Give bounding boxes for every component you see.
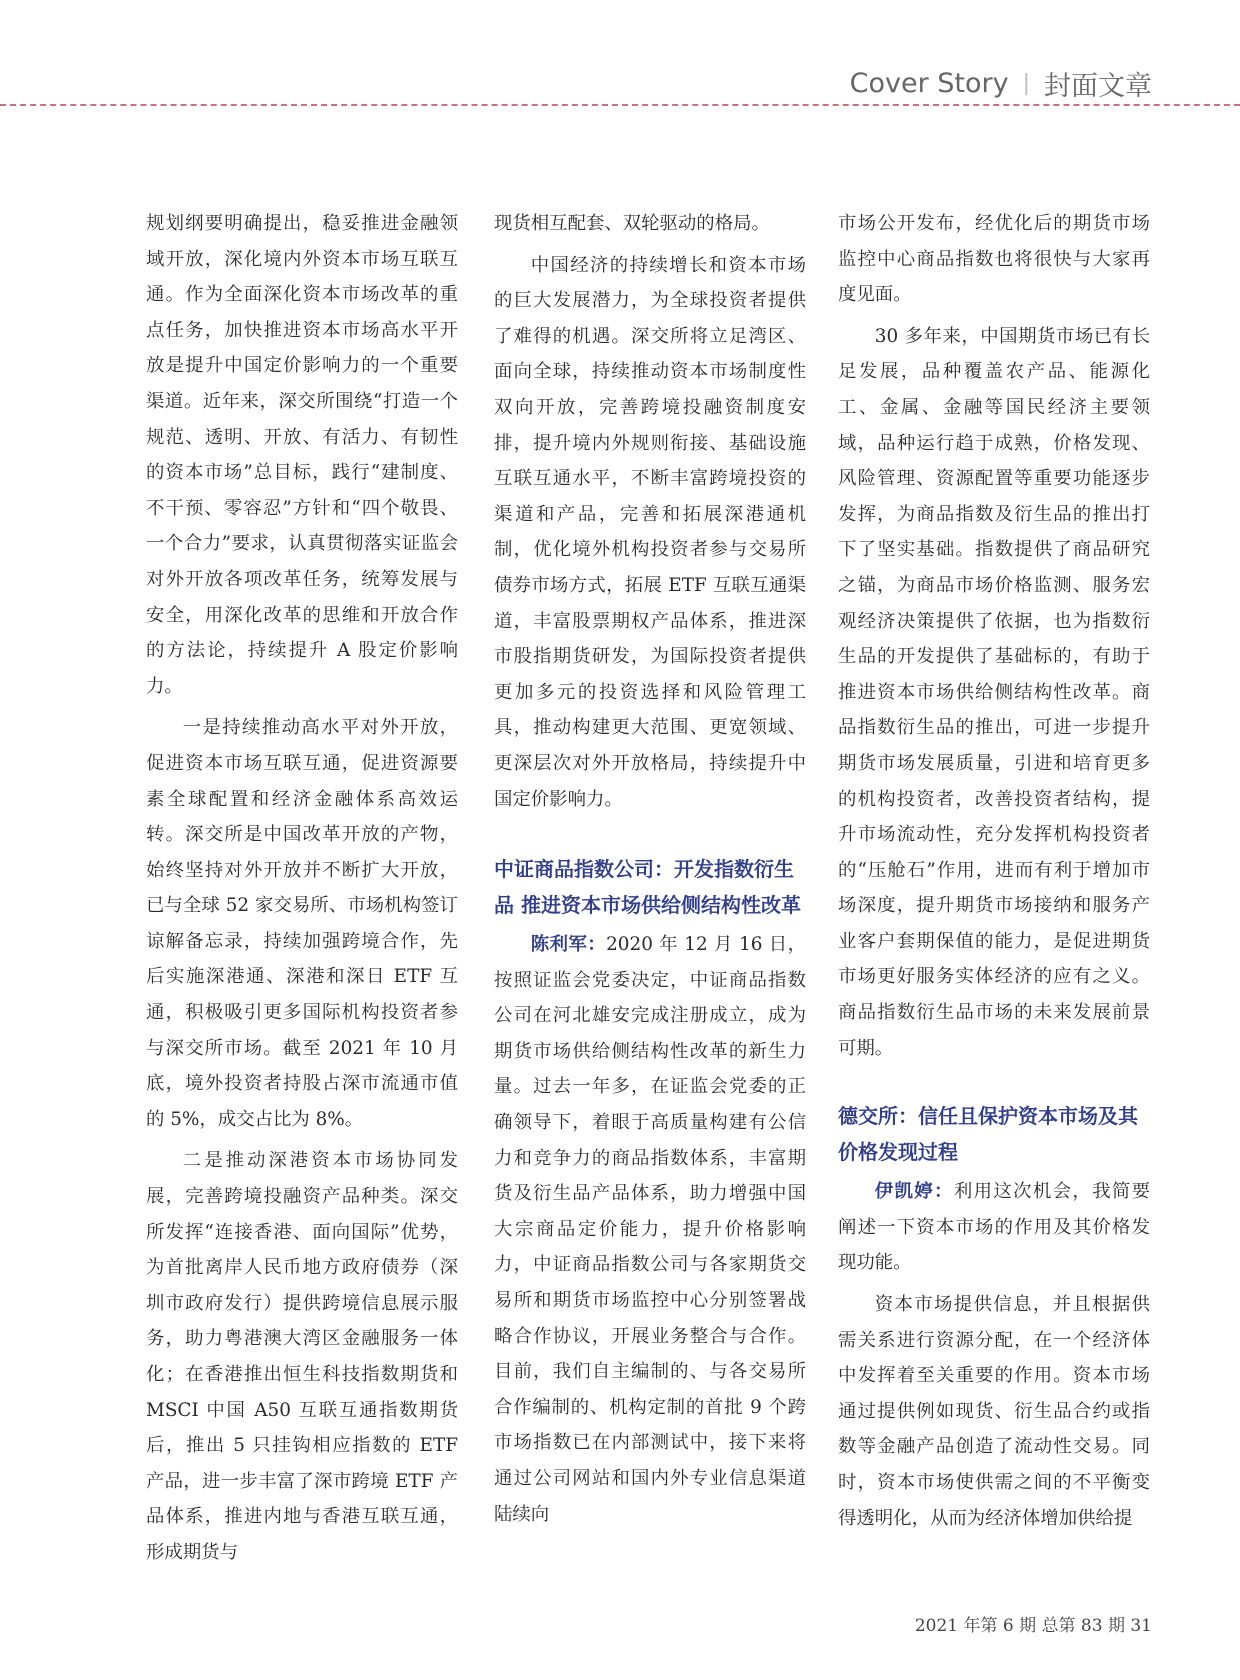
col2-paragraph-2: 中国经济的持续增长和资本市场的巨大发展潜力，为全球投资者提供了难得的机遇。深交所将立足湾区、面向全球，持续推动资本市场制度性双向开放，完善跨境投融资制度安排，提升境内外规则衔接、基础设施互联互通水平，不断丰富跨境投资的渠道和产品，完善和拓展深港通机制，优化境外机构投资者参与交易所债券市场方式，拓展 ETF 互联互通渠道，丰富股票期权产品体系，推进深市股指期货研发，为国际投资者提供更加多元的投资选择和风险管理工具，推动构建更大范围、更宽领域、更深层次对外开放格局，持续提升中国定价影响力。	[494, 254, 806, 810]
column-3	[838, 206, 1150, 1542]
running-header	[850, 64, 1152, 103]
col3-paragraph-1: 市场公开发布，经优化后的期货市场监控中心商品指数也将很快与大家再度见面。	[838, 213, 1150, 306]
col3-paragraph-4: 资本市场提供信息，并且根据供需关系进行资源分配，在一个经济体中发挥着至关重要的作用。资本市场通过提供例如现货、衍生品合约或指数等金融产品创造了流动性交易。同时，资本市场使供需之间的不平衡变得透明化，从而为经济体增加供给提	[838, 1294, 1150, 1529]
header-en: Cover Story	[849, 68, 1009, 99]
col1-paragraph-1: 规划纲要明确提出，稳妥推进金融领域开放，深化境内外资本市场互联互通。作为全面深化资本市场改革的重点任务，加快推进资本市场高水平开放是提升中国定价影响力的一个重要渠道。近年来，深交所围绕“打造一个规范、透明、开放、有活力、有韧性的资本市场”总目标，践行“建制度、不干预、零容忍”方针和“四个敬畏、一个合力”要求，认真贯彻落实证监会对外开放各项改革任务，统筹发展与安全，用深化改革的思维和开放合作的方法论，持续提升 A 股定价影响力。	[146, 213, 458, 697]
header-separator: |	[1022, 71, 1030, 96]
col2-paragraph-3	[494, 927, 806, 1532]
section-heading-deutsche-boerse: 德交所：信任且保护资本市场及其价格发现过程	[838, 1104, 1138, 1165]
header-zh: 封面文章	[1044, 71, 1152, 102]
col1-paragraph-3: 二是推动深港资本市场协同发展，完善跨境投融资产品种类。深交所发挥“连接香港、面向国际”优势，为首批离岸人民币地方政府债券（深圳市政府发行）提供跨境信息展示服务，助力粤港澳大湾区金融服务一体化；在香港推出恒生科技指数期货和 MSCI 中国 A50 互联互通指数期货后，推出 5 只挂钩相应指数的 ETF 产品，进一步丰富了深市跨境 ETF 产品体系，推进内地与香港互联互通，形成期货与	[146, 1150, 458, 1563]
column-1	[146, 206, 458, 1577]
col3-paragraph-3-text: 利用这次机会，我简要阐述一下资本市场的作用及其价格发现功能。	[838, 1181, 1150, 1274]
col3-paragraph-3	[838, 1174, 1150, 1281]
speaker-name: 伊凯婷：	[874, 1181, 954, 1203]
header-dashed-rule	[0, 104, 1240, 106]
col3-paragraph-2: 30 多年来，中国期货市场已有长足发展，品种覆盖农产品、能源化工、金属、金融等国民经济主要领域，品种运行趋于成熟，价格发现、风险管理、资源配置等重要功能逐步发挥，为商品指数及衍生品的推出打下了坚实基础。指数提供了商品研究之锚，为商品市场价格监测、服务宏观经济决策提供了依据，也为指数衍生品的开发提供了基础标的，有助于推进资本市场供给侧结构性改革。商品指数衍生品的推出，可进一步提升期货市场发展质量，引进和培育更多的机构投资者，改善投资者结构，提升市场流动性，充分发挥机构投资者的“压舱石”作用，进而有利于增加市场深度，提升期货市场接纳和服务产业客户套期保值的能力，是促进期货市场更好服务实体经济的应有之义。商品指数衍生品市场的未来发展前景可期。	[838, 325, 1150, 1059]
column-2	[494, 206, 806, 1538]
speaker-name: 陈利军：	[530, 934, 607, 956]
col2-paragraph-1: 现货相互配套、双轮驱动的格局。	[494, 213, 770, 234]
section-heading-csi-commodity: 中证商品指数公司：开发指数衍生品 推进资本市场供给侧结构性改革	[494, 857, 801, 918]
page-footer: 2021 年第 6 期 总第 83 期 31	[914, 1616, 1152, 1636]
col1-paragraph-2: 一是持续推动高水平对外开放，促进资本市场互联互通，促进资源要素全球配置和经济金融体系高效运转。深交所是中国改革开放的产物，始终坚持对外开放并不断扩大开放，已与全球 52 家交易所、市场机构签订谅解备忘录，持续加强跨境合作，先后实施深港通、深港和深日 ETF 互通，积极吸引更多国际机构投资者参与深交所市场。截至 2021 年 10 月底，境外投资者持股占深市流通市值的 5%，成交占比为 8%。	[146, 717, 458, 1130]
col2-paragraph-3-text: 2020 年 12 月 16 日，按照证监会党委决定，中证商品指数公司在河北雄安完成注册成立，成为期货市场供给侧结构性改革的新生力量。过去一年多，在证监会党委的正确领导下，着眼于高质量构建有公信力和竞争力的商品指数体系，丰富期货及衍生品产品体系，助力增强中国大宗商品定价能力，提升价格影响力，中证商品指数公司与各家期货交易所和期货市场监控中心分别签署战略合作协议，开展业务整合与合作。目前，我们自主编制的、与各交易所合作编制的、机构定制的首批 9 个跨市场指数已在内部测试中，接下来将通过公司网站和国内外专业信息渠道陆续向	[494, 934, 806, 1525]
